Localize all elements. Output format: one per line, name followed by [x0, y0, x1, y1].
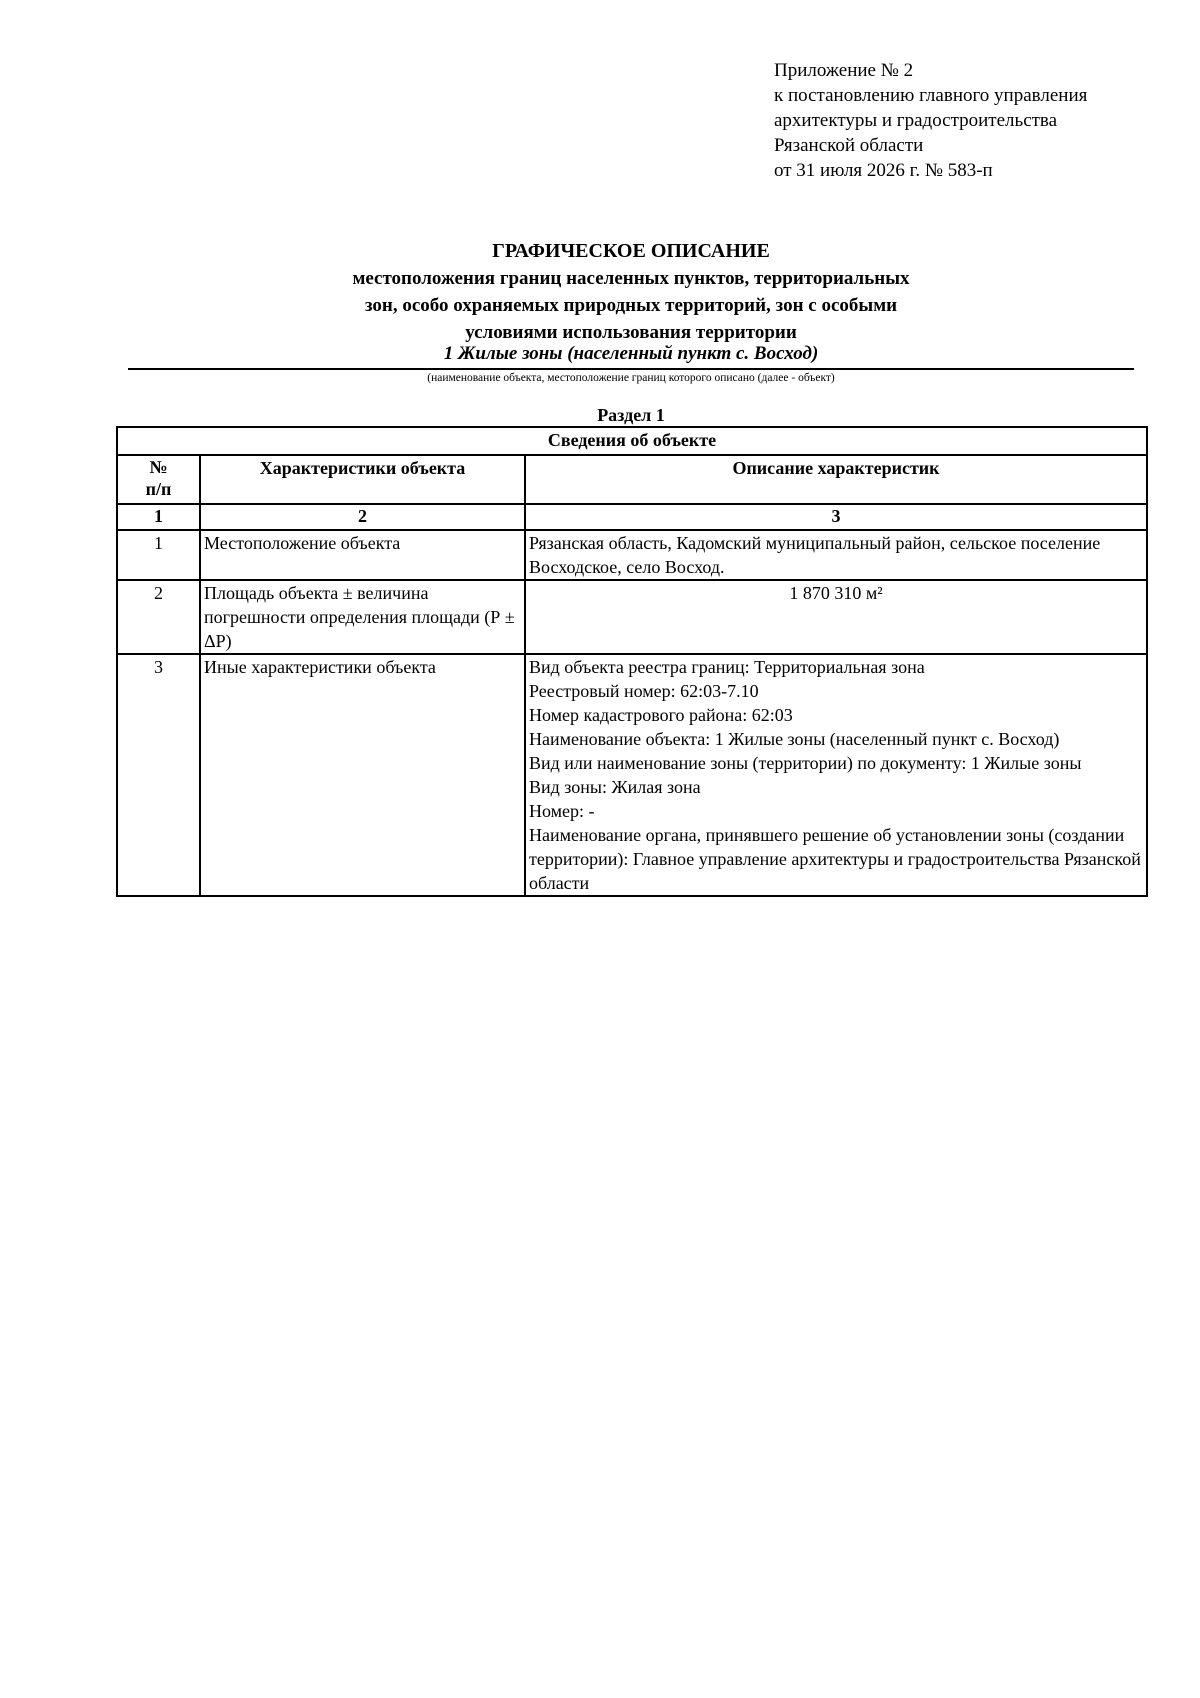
- header-characteristics: Характеристики объекта: [200, 455, 525, 504]
- column-number: 1: [117, 504, 200, 530]
- object-name-underline: [128, 368, 1134, 370]
- document-title-line-2: зон, особо охраняемых природных территорий, зон с особыми: [364, 295, 898, 316]
- column-number: 3: [525, 504, 1147, 530]
- row-description: [525, 654, 1147, 896]
- appendix-region: Рязанской области: [774, 135, 924, 156]
- object-info-table: [116, 426, 1148, 897]
- row-characteristic: Площадь объекта ± величина погрешности определения площади (Р ± ΔР): [200, 580, 525, 654]
- header-num: [117, 455, 200, 504]
- object-caption: (наименование объекта, местоположение границ которого описано (далее - объект): [427, 372, 835, 384]
- row-description: Рязанская область, Кадомский муниципальный район, сельское поселение Восходское, село Восход.: [525, 530, 1147, 580]
- appendix-resolution-ref: к постановлению главного управления: [774, 85, 1088, 106]
- row-description: 1 870 310 м²: [525, 580, 1147, 654]
- description-line: Номер кадастрового района: 62:03: [529, 705, 793, 725]
- row-number: 1: [117, 530, 200, 580]
- table-caption-row: [117, 427, 1147, 455]
- header-num-line-2: п/п: [145, 479, 172, 499]
- row-characteristic: Иные характеристики объекта: [200, 654, 525, 896]
- description-line: Вид или наименование зоны (территории) по документу: 1 Жилые зоны: [529, 753, 1082, 773]
- table-caption: Сведения об объекте: [117, 427, 1147, 455]
- table-header-row: [117, 455, 1147, 504]
- document-title-main: ГРАФИЧЕСКОЕ ОПИСАНИЕ: [492, 240, 770, 262]
- appendix-number: Приложение № 2: [774, 60, 914, 81]
- table-row: [117, 580, 1147, 654]
- document-title: [128, 238, 1134, 346]
- row-number: 2: [117, 580, 200, 654]
- description-line: Номер: -: [529, 801, 595, 821]
- description-line: Вид объекта реестра границ: Территориальная зона: [529, 657, 925, 677]
- appendix-date: от 31 июля 2026 г. № 583-п: [774, 160, 993, 181]
- appendix-authority: архитектуры и градостроительства: [774, 110, 1058, 131]
- description-line: Реестровый номер: 62:03-7.10: [529, 681, 759, 701]
- object-name: 1 Жилые зоны (населенный пункт с. Восход): [443, 343, 819, 364]
- document-title-line-3: условиями использования территории: [465, 322, 797, 343]
- table-row: [117, 654, 1147, 896]
- appendix-header: [774, 58, 1087, 183]
- row-characteristic: Местоположение объекта: [200, 530, 525, 580]
- section-title: Раздел 1: [597, 405, 665, 425]
- header-num-line-1: №: [149, 457, 168, 477]
- column-number-row: [117, 504, 1147, 530]
- table-row: [117, 530, 1147, 580]
- row-number: 3: [117, 654, 200, 896]
- header-description: Описание характеристик: [525, 455, 1147, 504]
- description-line: Вид зоны: Жилая зона: [529, 777, 701, 797]
- description-line: Наименование органа, принявшего решение об установлении зоны (создании территории): Главное управление архитектуры и градостроительства Рязанской области: [529, 825, 1141, 893]
- description-line: Наименование объекта: 1 Жилые зоны (населенный пункт с. Восход): [529, 729, 1060, 749]
- document-title-line-1: местоположения границ населенных пунктов, территориальных: [352, 268, 910, 289]
- column-number: 2: [200, 504, 525, 530]
